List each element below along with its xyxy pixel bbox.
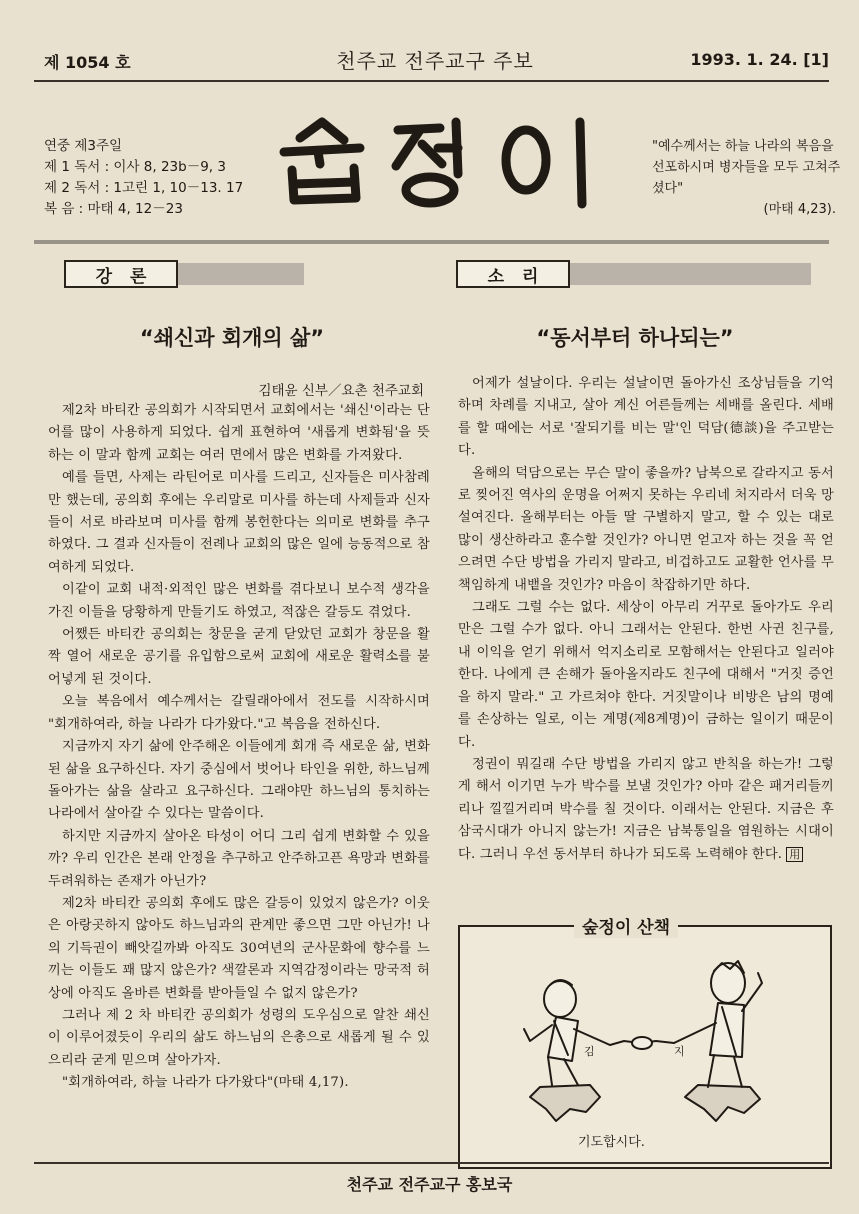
masthead-divider — [34, 240, 829, 244]
paragraph: 이같이 교회 내적·외적인 많은 변화를 겪다보니 보수적 생각을 가진 이들을 당황하게 만들기도 하였고, 적잖은 갈등도 겪었다. — [48, 582, 430, 620]
sermon-section-header — [64, 260, 304, 288]
paragraph: 그래도 그럴 수는 없다. 세상이 아무리 거꾸로 돌아가도 우리만은 그럴 수가 없다. 아니 그래서는 안된다. 한번 사귄 친구를, 내 이익을 얻기 위해서 억지소리로 모함해서는 안된다고 일러야 한다. 나에게 큰 손해가 돌아올지라도 친구에 대해서 "거짓 증언을 하지 말라." 고 가르쳐야 한다. 거짓말이나 비방은 남의 명예를 손상하는 일로, 이는 계명(제8계명)이 금하는 일이기 때문이다. — [458, 600, 834, 750]
paragraph: 어쨌든 바티칸 공의회는 창문을 굳게 닫았던 교회가 창문을 활짝 열어 새로운 공기를 유입함으로써 교회에 새로운 활력소를 불어넣게 된 것이다. — [48, 627, 430, 687]
paragraph: "회개하여라, 하늘 나라가 다가왔다"(마태 4,17). — [62, 1075, 349, 1091]
epigraph — [652, 136, 842, 220]
paragraph: 하지만 지금까지 살아온 타성이 어디 그리 쉽게 변화할 수 있을까? 우리 인간은 본래 안정을 추구하고 안주하고픈 욕망과 변화를 두려워하는 존재가 아닌가? — [48, 828, 430, 889]
paper-name: 천주교 전주교구 주보 — [336, 49, 534, 73]
cartoon-title: 숲정이 산책 — [574, 913, 678, 938]
gospel-reading: 복 음 : 마태 4, 12－23 — [44, 201, 183, 217]
cartoon-panel — [458, 918, 832, 1169]
issue-number: 제 1054 호 — [44, 53, 131, 72]
cartoon-illustration — [460, 937, 826, 1127]
liturgical-week: 연중 제3주일 — [44, 138, 123, 154]
sermon-body — [48, 400, 430, 1095]
cartoon-caption: 기도합시다. — [578, 1135, 645, 1150]
sermon-label: 강론 — [64, 260, 178, 288]
sermon-title: “쇄신과 회개의 삶” — [139, 326, 325, 350]
paragraph: 그러나 제 2 차 바티칸 공의회가 성령의 도우심으로 알찬 쇄신이 이루어졌듯이 우리의 삶도 하느님의 은총으로 새롭게 될 수 있으리라 굳게 믿으며 살아가자. — [48, 1007, 430, 1068]
right-sash-label: 지 — [674, 1045, 685, 1058]
voice-section-header — [456, 260, 811, 288]
masthead-logo — [270, 112, 610, 212]
end-mark: 用 — [786, 847, 803, 862]
paragraph: 올해의 덕담으로는 무슨 말이 좋을까? 남북으로 갈라지고 동서로 찢어진 역사의 운명을 어쩌지 못하는 우리네 처지라서 더욱 망설여진다. 올해부터는 아들 딸 구별하지 말고, 할 수 있는 대로 많이 생산하라고 훈수할 것인가? 아니면 얻고자 하는 것을 꼭 얻으려면 수단 방법을 가리지 말라고, 비겁하고도 교활한 언사를 무책임하게 내뱉을 것인가? 마음이 착잡하기만 하다. — [458, 465, 834, 593]
epigraph-citation: (마태 4,23). — [763, 202, 836, 217]
masthead-calligraphy — [270, 112, 610, 212]
sermon-byline: 김태윤 신부／요촌 천주교회 — [258, 383, 424, 399]
issue-date: 1993. 1. 24. [1] — [690, 50, 829, 69]
second-reading: 제 2 독서 : 1고린 1, 10－13. 17 — [44, 180, 244, 196]
voice-label-bar — [570, 263, 811, 285]
paragraph: 어제가 설날이다. 우리는 설날이면 돌아가신 조상님들을 기억하며 차례를 지내고, 살아 계신 어른들께는 세배를 올린다. 세배를 할 때에는 서로 '잘되기를 비는 말'인 덕담(德談)을 주고받는다. — [458, 376, 834, 459]
paragraph-last — [458, 754, 834, 866]
paragraph-text: 정권이 뭐길래 수단 방법을 가리지 않고 반칙을 하는가! 그렇게 해서 이기면 누가 박수를 보낼 것인가? 아마 같은 패거리들끼리나 낄낄거리며 박수를 칠 것이다. 이래서는 안된다. 지금은 후삼국시대가 아니지 않는가! 지금은 남북통일을 염원하는 시대이다. 그러니 우선 동서부터 하나가 되도록 노력해야 한다. — [458, 756, 834, 862]
paragraph: 오늘 복음에서 예수께서는 갈릴래아에서 전도를 시작하시며 "회개하여라, 하늘 나라가 다가왔다."고 복음을 전하신다. — [48, 694, 430, 732]
paragraph: 제2차 바티칸 공의회가 시작되면서 교회에서는 '쇄신'이라는 단어를 많이 사용하게 되었다. 쉽게 표현하여 '새롭게 변화됨'을 뜻하는 이 말과 함께 교회는 여러 면에서 많은 변화를 가져왔다. — [48, 403, 430, 463]
header-divider — [34, 80, 829, 82]
publisher: 천주교 전주교구 홍보국 — [346, 1175, 513, 1194]
sermon-label-bar — [178, 263, 304, 285]
epigraph-quote: "예수께서는 하늘 나라의 복음을 선포하시며 병자들을 모두 고쳐주셨다" — [652, 139, 841, 196]
voice-body — [458, 373, 834, 866]
paragraph: 지금까지 자기 삶에 안주해온 이들에게 회개 즉 새로운 삶, 변화된 삶을 요구하신다. 자기 중심에서 벗어나 타인을 위한, 하느님께 돌아가는 삶을 살라고 요구하신다. 그래야만 하느님의 통치하는 나라에서 살아갈 수 있다는 말씀이다. — [48, 739, 430, 822]
voice-title: “동서부터 하나되는” — [536, 326, 734, 350]
paragraph: 예를 들면, 사제는 라틴어로 미사를 드리고, 신자들은 미사참례만 했는데, 공의회 후에는 우리말로 미사를 하는데 사제들과 신자들이 서로 바라보며 미사를 함께 봉헌한다는 의미로 변화를 추구하였다. 그 결과 신자들이 전례나 교회의 많은 일에 능동적으로 참여하게 되었다. — [48, 470, 430, 575]
voice-label: 소리 — [456, 260, 570, 288]
first-reading: 제 1 독서 : 이사 8, 23b－9, 3 — [44, 159, 226, 175]
liturgy-readings — [44, 136, 243, 220]
paragraph: 제2차 바티칸 공의회 후에도 많은 갈등이 있었지 않은가? 이웃은 아랑곳하지 않아도 하느님과의 관계만 좋으면 그만 아닌가! 나의 기득권이 빼앗길까봐 아직도 30여년의 군사문화에 향수를 느끼는 이들도 꽤 많지 않은가? 색깔론과 지역감정이라는 망국적 허상에 아직도 올바른 변화를 받아들일 수 없지 않은가? — [48, 895, 430, 1001]
left-sash-label: 김 — [584, 1045, 595, 1058]
footer-divider — [34, 1162, 829, 1164]
